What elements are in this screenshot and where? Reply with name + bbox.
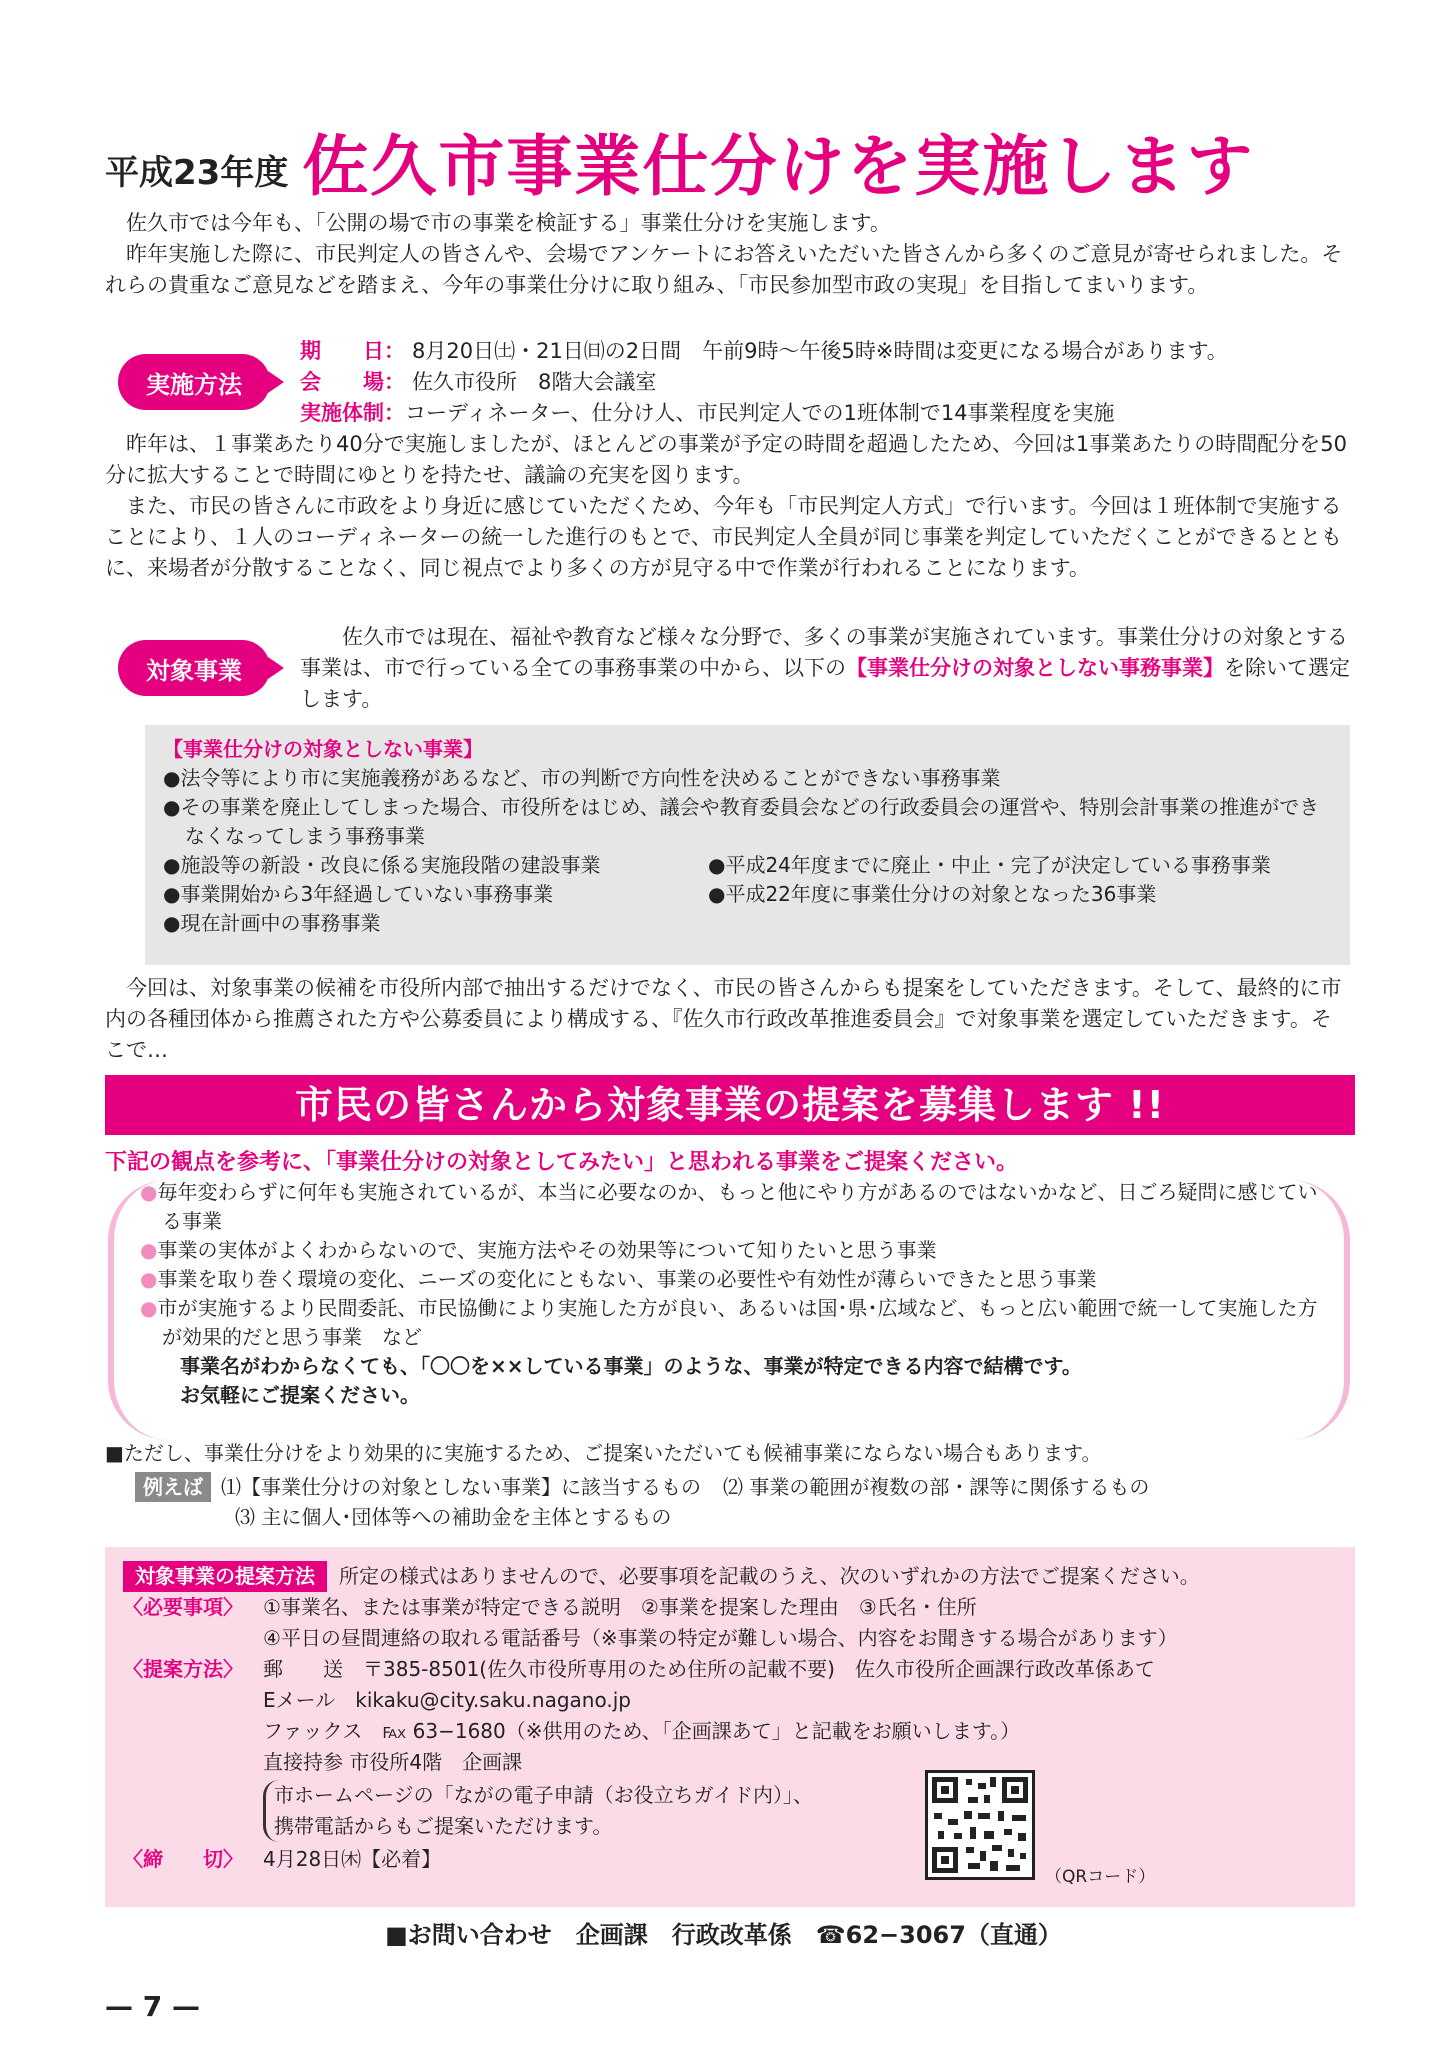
recruit-banner: 市民の皆さんから対象事業の提案を募集します !! xyxy=(105,1075,1355,1135)
idea-item xyxy=(140,1265,1320,1294)
method-pill: 実施方法 xyxy=(118,354,270,410)
exclusion-item: ●法令等により市に実施義務があるなど、市の判断で方向性を決めることができない事務事業 xyxy=(163,766,1001,790)
qr-code-icon[interactable] xyxy=(925,1770,1035,1880)
method-venue-row xyxy=(300,367,1228,398)
example-row xyxy=(135,1502,1149,1532)
system-value: コーディネーター、仕分け人、市民判定人での1班体制で14事業程度を実施 xyxy=(405,401,1115,425)
method-row xyxy=(123,1747,1337,1778)
target-text-a: 佐久市では現在、福祉や教育など様々な分野で、多くの事業が実施されています。事業仕分けの対象とする事業は、市で行っている全ての事務事業の中から、以下の xyxy=(300,625,1348,680)
date-value: 8月20日㈯・21日㈰の2日間 午前9時〜午後5時※時間は変更になる場合があります。 xyxy=(412,339,1228,363)
proposal-note-1: 事業名がわからなくても、「〇〇を××している事業」のような、事業が特定できる内容で結構です。 xyxy=(180,1354,1082,1378)
online-methods xyxy=(263,1780,813,1842)
title-year: 平成23年度 xyxy=(105,153,289,193)
exclusion-item: ●平成22年度に事業仕分けの対象となった36事業 xyxy=(708,882,1157,906)
intro-paragraph-2: 昨年実施した際に、市民判定人の皆さんや、会場でアンケートにお答えいただいた皆さんから多くのご意見が寄せられました。それらの貴重なご意見などを踏まえ、今年の事業仕分けに取り組み、「市民参加型市政の実現」を目指してまいります。 xyxy=(105,242,1343,297)
method-row xyxy=(123,1685,1337,1716)
system-label: 実施体制： xyxy=(300,401,405,425)
example-2: ⑵ 事業の範囲が複数の部・課等に関係するもの xyxy=(723,1475,1150,1499)
target-text-highlight: 【事業仕分けの対象としない事務事業】 xyxy=(846,656,1224,680)
idea-item xyxy=(140,1178,1320,1236)
direct-method: 直接持参 市役所4階 企画課 xyxy=(263,1750,523,1774)
date-label: 期 日： xyxy=(300,339,405,363)
how-to-header xyxy=(123,1561,1337,1592)
method-row xyxy=(123,1654,1337,1685)
bullet-icon: ● xyxy=(140,1267,158,1291)
method-system-row xyxy=(300,398,1228,429)
proposal-note-2: お気軽にご提案ください。 xyxy=(180,1383,420,1407)
examples-block xyxy=(135,1472,1149,1532)
exclusion-item: ●現在計画中の事務事業 xyxy=(163,911,381,935)
target-text-b: を除いて選定します。 xyxy=(300,656,1350,711)
method-row xyxy=(123,1716,1337,1747)
requirements-1: ①事業名、または事業が特定できる説明 ②事業を提案した理由 ③氏名・住所 xyxy=(263,1595,977,1619)
method-details xyxy=(300,336,1228,429)
deadline-label: 〈締 切〉 xyxy=(123,1847,243,1871)
method-paragraph-1: 昨年は、１事業あたり40分で実施しましたが、ほとんどの事業が予定の時間を超過したため、今回は1事業あたりの時間配分を50分に拡大することで時間にゆとりを持たせ、議論の充実を図ります。 xyxy=(105,432,1347,487)
idea-text: 事業を取り巻く環境の変化、ニーズの変化にともない、事業の必要性や有効性が薄らいできたと思う事業 xyxy=(157,1267,1097,1291)
page-title: 佐久市事業仕分けを実施します xyxy=(302,128,1255,205)
idea-text: 毎年変わらずに何年も実施されているが、本当に必要なのか、もっと他にやり方があるのではないかなど、日ごろ疑問に感じている事業 xyxy=(157,1180,1318,1233)
idea-text: 市が実施するより民間委託、市民協働により実施した方が良い、あるいは国･県･広域など、もっと広い範囲で統一して実施した方が効果的だと思う事業 など xyxy=(157,1296,1318,1349)
example-tag: 例えば xyxy=(135,1472,211,1502)
venue-label: 会 場： xyxy=(300,370,405,394)
proposal-ideas xyxy=(140,1178,1320,1410)
exclusion-item: ●事業開始から3年経過していない事務事業 xyxy=(163,882,554,906)
exclusion-box xyxy=(145,725,1350,965)
method-row xyxy=(123,1778,1337,1844)
idea-item xyxy=(140,1294,1320,1352)
requirements-row xyxy=(123,1623,1337,1654)
closing-paragraph: 今回は、対象事業の候補を市役所内部で抽出するだけでなく、市民の皆さんからも提案をしていただきます。そして、最終的に市内の各種団体から推薦された方や公募委員により構成する、『佐久市行政改革推進委員会』で対象事業を選定していただきます。そこで… xyxy=(105,976,1342,1062)
exclusion-heading: 【事業仕分けの対象としない事業】 xyxy=(163,737,483,761)
method-date-row xyxy=(300,336,1228,367)
deadline-value: 4月28日㈭【必着】 xyxy=(263,1847,442,1871)
contact-info: ■お問い合わせ 企画課 行政改革係 ☎62−3067（直通） xyxy=(385,1921,1062,1949)
exclusion-grid xyxy=(163,851,1332,938)
qr-code-label: （QRコード） xyxy=(1045,1867,1156,1887)
method-paragraph-2: また、市民の皆さんに市政をより身近に感じていただくため、今年も「市民判定人方式」で行います。今回は１班体制で実施することにより、１人のコーディネーターの統一した進行のもとで、市民判定人全員が同じ事業を判定していただくことができるとともに、来場者が分散することなく、同じ視点でより多くの方が見守る中で作業が行われることになります。 xyxy=(105,494,1342,580)
fax-method: ファックス ℻ 63−1680（※供用のため、「企画課あて」と記載をお願いします。） xyxy=(263,1719,1021,1743)
method-label: 〈提案方法〉 xyxy=(123,1657,243,1681)
how-to-tag: 対象事業の提案方法 xyxy=(123,1561,327,1592)
online-method-2: 携帯電話からもご提案いただけます。 xyxy=(274,1814,613,1838)
target-pill: 対象事業 xyxy=(118,640,270,696)
example-1: ⑴【事業仕分けの対象としない事業】に該当するもの xyxy=(221,1475,701,1499)
bullet-icon: ● xyxy=(140,1180,158,1204)
idea-item xyxy=(140,1236,1320,1265)
requirements-2: ④平日の昼間連絡の取れる電話番号（※事業の特定が難しい場合、内容をお聞きする場合があります） xyxy=(263,1626,1178,1650)
bullet-icon: ● xyxy=(140,1296,158,1320)
requirements-label: 〈必要事項〉 xyxy=(123,1595,243,1619)
venue-value: 佐久市役所 8階大会議室 xyxy=(412,370,657,394)
proposal-lead: 下記の観点を参考に、「事業仕分けの対象としてみたい」と思われる事業をご提案ください。 xyxy=(105,1150,1019,1175)
exclusion-item: ●その事業を廃止してしまった場合、市役所をはじめ、議会や教育委員会などの行政委員会の運営や、特別会計事業の推進ができなくなってしまう事務事業 xyxy=(163,795,1320,848)
mail-method: 郵 送 〒385-8501(佐久市役所専用のため住所の記載不要) 佐久市役所企画課行政改革係あて xyxy=(263,1657,1155,1681)
intro-paragraph-1: 佐久市では今年も、「公開の場で市の事業を検証する」事業仕分けを実施します。 xyxy=(126,211,891,235)
proposal-caveat: ■ただし、事業仕分けをより効果的に実施するため、ご提案いただいても候補事業にならない場合もあります。 xyxy=(105,1441,1102,1465)
example-row xyxy=(135,1472,1149,1502)
how-to-propose-box xyxy=(105,1547,1355,1907)
online-method-1: 市ホームページの「ながの電子申請（お役立ちガイド内）」、 xyxy=(274,1783,813,1807)
how-to-intro: 所定の様式はありませんので、必要事項を記載のうえ、次のいずれかの方法でご提案ください。 xyxy=(339,1564,1200,1588)
email-method: Eメール kikaku@city.saku.nagano.jp xyxy=(263,1688,631,1712)
bullet-icon: ● xyxy=(140,1238,158,1262)
idea-text: 事業の実体がよくわからないので、実施方法やその効果等について知りたいと思う事業 xyxy=(157,1238,937,1262)
page-number: — 7 — xyxy=(105,1990,200,2023)
example-3: ⑶ 主に個人･団体等への補助金を主体とするもの xyxy=(235,1505,672,1529)
title-row xyxy=(105,108,1254,208)
exclusion-item: ●平成24年度までに廃止・中止・完了が決定している事務事業 xyxy=(708,853,1271,877)
requirements-row xyxy=(123,1592,1337,1623)
exclusion-item: ●施設等の新設・改良に係る実施段階の建設事業 xyxy=(163,853,601,877)
target-paragraph xyxy=(300,622,1350,715)
